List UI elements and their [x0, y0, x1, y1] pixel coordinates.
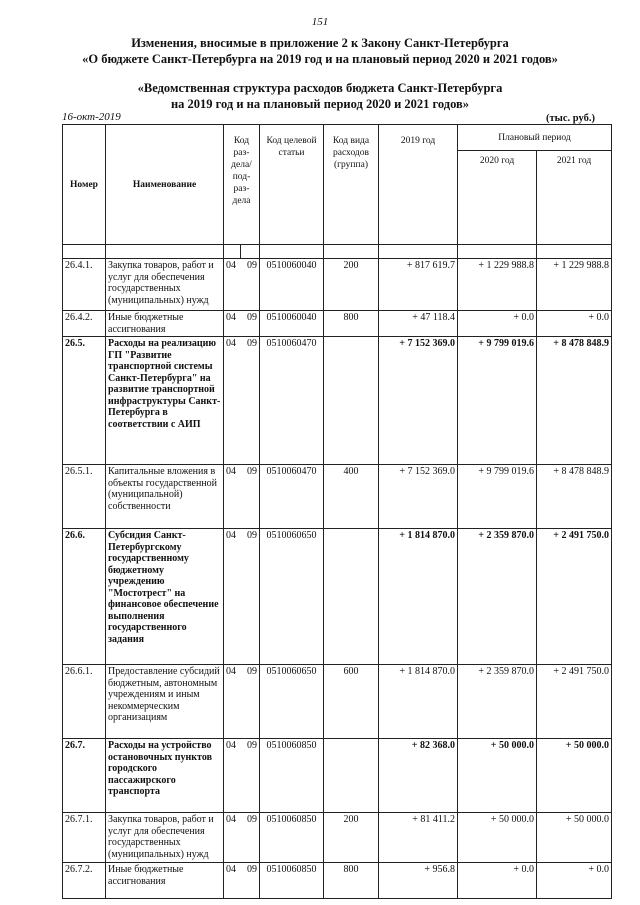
document-date: 16-окт-2019	[62, 111, 121, 123]
col-section-header: Код раз-дела/ под-раз-дела	[224, 125, 260, 245]
row-value-2021: + 50 000.0	[537, 739, 612, 813]
row-value-2020: + 0.0	[458, 311, 537, 337]
row-name: Предоставление субсидий бюджетным, автономным учреждениям и иным некоммерческим организациям	[106, 665, 224, 739]
units-label: (тыс. руб.)	[546, 113, 595, 124]
row-subsection-code: 09	[241, 259, 260, 311]
document-subtitle	[0, 80, 640, 112]
row-section-code: 04	[224, 739, 241, 813]
subtitle-line-2: на 2019 год и на плановый период 2020 и 2021 годов»	[170, 97, 470, 111]
col-target-header: Код целевой статьи	[260, 125, 324, 245]
row-type-code: 600	[324, 665, 379, 739]
table-row	[63, 337, 612, 465]
budget-table	[62, 124, 612, 899]
row-number: 26.6.	[63, 529, 106, 665]
table-body	[63, 245, 612, 899]
row-section-code: 04	[224, 337, 241, 465]
row-number: 26.7.1.	[63, 813, 106, 863]
row-subsection-code: 09	[241, 465, 260, 529]
row-value-2020: + 0.0	[458, 863, 537, 899]
row-type-code	[324, 529, 379, 665]
document-title	[0, 35, 640, 67]
row-target-code: 0510060470	[260, 337, 324, 465]
title-line-1: Изменения, вносимые в приложение 2 к Закону Санкт-Петербурга	[131, 36, 509, 50]
row-value-2020: + 9 799 019.6	[458, 465, 537, 529]
row-value-2021: + 0.0	[537, 311, 612, 337]
row-section-code: 04	[224, 529, 241, 665]
col-number-header: Номер	[63, 125, 106, 245]
row-value-2020: + 9 799 019.6	[458, 337, 537, 465]
table-row	[63, 465, 612, 529]
table-row	[63, 311, 612, 337]
row-target-code: 0510060850	[260, 739, 324, 813]
row-number: 26.5.1.	[63, 465, 106, 529]
row-type-code: 800	[324, 863, 379, 899]
row-number: 26.6.1.	[63, 665, 106, 739]
row-subsection-code: 09	[241, 311, 260, 337]
row-value-2019: + 7 152 369.0	[379, 337, 458, 465]
row-target-code: 0510060470	[260, 465, 324, 529]
col-2020-header: 2020 год	[458, 151, 537, 245]
col-2019-header: 2019 год	[379, 125, 458, 245]
row-subsection-code: 09	[241, 863, 260, 899]
row-value-2019: + 956.8	[379, 863, 458, 899]
table-row	[63, 529, 612, 665]
row-target-code: 0510060650	[260, 529, 324, 665]
row-name: Закупка товаров, работ и услуг для обеспечения государственных (муниципальных) нужд	[106, 813, 224, 863]
row-type-code	[324, 337, 379, 465]
row-subsection-code: 09	[241, 337, 260, 465]
row-type-code	[324, 739, 379, 813]
row-section-code: 04	[224, 311, 241, 337]
row-value-2021: + 2 491 750.0	[537, 529, 612, 665]
row-subsection-code: 09	[241, 665, 260, 739]
row-value-2019: + 7 152 369.0	[379, 465, 458, 529]
row-number: 26.4.2.	[63, 311, 106, 337]
row-target-code: 0510060040	[260, 259, 324, 311]
row-value-2021: + 8 478 848.9	[537, 465, 612, 529]
row-value-2021: + 0.0	[537, 863, 612, 899]
row-value-2021: + 50 000.0	[537, 813, 612, 863]
row-name: Закупка товаров, работ и услуг для обеспечения государственных (муниципальных) нужд	[106, 259, 224, 311]
row-name: Капитальные вложения в объекты государственной (муниципальной) собственности	[106, 465, 224, 529]
row-section-code: 04	[224, 465, 241, 529]
row-name: Субсидия Санкт-Петербургскому государственному бюджетному учреждению "Мостотрест" на финансовое обеспечение выполнения государственного задания	[106, 529, 224, 665]
row-type-code: 400	[324, 465, 379, 529]
row-value-2021: + 2 491 750.0	[537, 665, 612, 739]
row-name: Расходы на реализацию ГП "Развитие транспортной системы Санкт-Петербурга" на развитие транспортной инфраструктуры Санкт-Петербурга в соответствии с АИП	[106, 337, 224, 465]
col-name-header: Наименование	[106, 125, 224, 245]
row-number: 26.7.2.	[63, 863, 106, 899]
row-section-code: 04	[224, 863, 241, 899]
row-target-code: 0510060650	[260, 665, 324, 739]
table-row	[63, 665, 612, 739]
col-2021-header: 2021 год	[537, 151, 612, 245]
row-value-2020: + 50 000.0	[458, 739, 537, 813]
table-row	[63, 259, 612, 311]
row-target-code: 0510060850	[260, 863, 324, 899]
table-row	[63, 813, 612, 863]
row-number: 26.7.	[63, 739, 106, 813]
row-value-2020: + 50 000.0	[458, 813, 537, 863]
row-type-code: 800	[324, 311, 379, 337]
title-line-2: «О бюджете Санкт-Петербурга на 2019 год и на плановый период 2020 и 2021 годов»	[82, 52, 558, 66]
row-subsection-code: 09	[241, 739, 260, 813]
row-value-2019: + 817 619.7	[379, 259, 458, 311]
row-value-2019: + 1 814 870.0	[379, 665, 458, 739]
row-target-code: 0510060040	[260, 311, 324, 337]
row-name: Иные бюджетные ассигнования	[106, 311, 224, 337]
table-spacer	[63, 245, 612, 259]
row-section-code: 04	[224, 665, 241, 739]
row-target-code: 0510060850	[260, 813, 324, 863]
row-value-2021: + 1 229 988.8	[537, 259, 612, 311]
row-subsection-code: 09	[241, 529, 260, 665]
row-value-2019: + 1 814 870.0	[379, 529, 458, 665]
row-value-2019: + 81 411.2	[379, 813, 458, 863]
row-section-code: 04	[224, 259, 241, 311]
subtitle-line-1: «Ведомственная структура расходов бюджета Санкт-Петербурга	[137, 81, 503, 95]
row-value-2019: + 82 368.0	[379, 739, 458, 813]
row-section-code: 04	[224, 813, 241, 863]
table-row	[63, 739, 612, 813]
row-number: 26.4.1.	[63, 259, 106, 311]
row-value-2019: + 47 118.4	[379, 311, 458, 337]
planned-period-header: Плановый период	[458, 125, 612, 151]
row-type-code: 200	[324, 259, 379, 311]
row-value-2020: + 2 359 870.0	[458, 665, 537, 739]
row-name: Расходы на устройство остановочных пунктов городского пассажирского транспорта	[106, 739, 224, 813]
row-number: 26.5.	[63, 337, 106, 465]
row-subsection-code: 09	[241, 813, 260, 863]
table-row	[63, 863, 612, 899]
row-value-2020: + 1 229 988.8	[458, 259, 537, 311]
col-type-header: Код вида расходов (группа)	[324, 125, 379, 245]
row-name: Иные бюджетные ассигнования	[106, 863, 224, 899]
row-value-2021: + 8 478 848.9	[537, 337, 612, 465]
row-type-code: 200	[324, 813, 379, 863]
row-value-2020: + 2 359 870.0	[458, 529, 537, 665]
page-number: 151	[311, 16, 329, 28]
